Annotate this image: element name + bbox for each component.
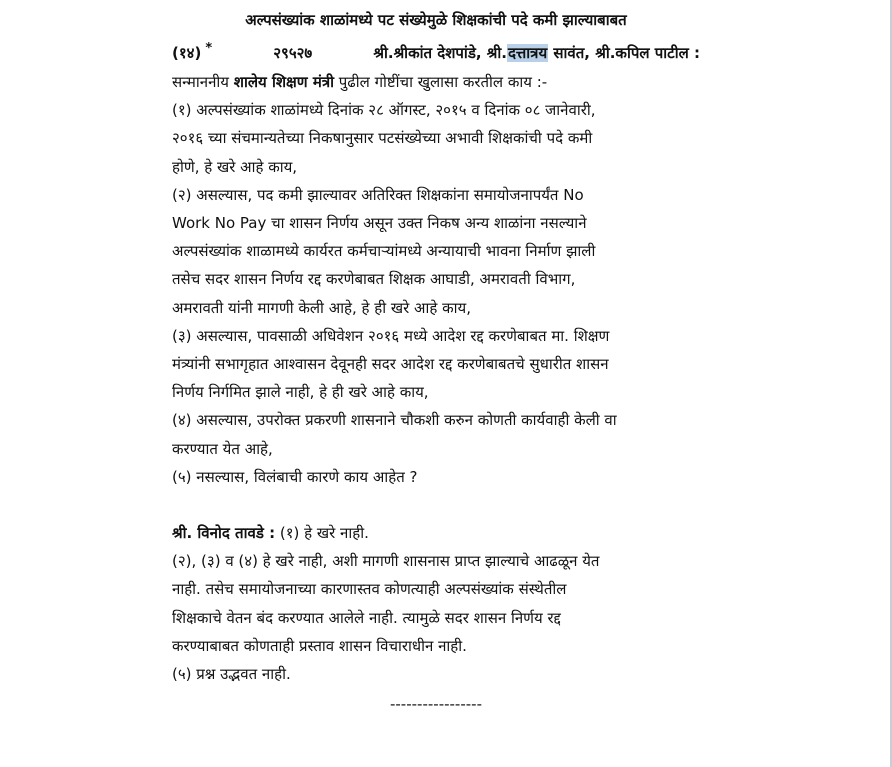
answer-line: शिक्षकाचे वेतन बंद करण्यात आलेले नाही. त्यामुळे सदर शासन निर्णय रद्द: [172, 608, 561, 627]
question-line: २०१६ च्या संचमान्यतेच्या निकषानुसार पटसंख्येच्या अभावी शिक्षकांची पदे कमी: [172, 129, 593, 148]
question-line: होणे, हे खरे आहे काय,: [172, 157, 298, 176]
question-intro: [172, 68, 700, 96]
document-content: [172, 8, 700, 718]
answering-minister: श्री. विनोद तावडे :: [172, 524, 276, 543]
question-number: (१४): [172, 44, 202, 62]
document-title: अल्पसंख्यांक शाळांमध्ये पट संख्येमुळे शिक्षकांची पदे कमी झाल्याबाबत: [245, 11, 627, 29]
members-part-2: सावंत, श्री.कपिल पाटील :: [548, 44, 700, 62]
question-id: २९५२७: [273, 44, 313, 62]
answer-line: करण्याबाबत कोणताही प्रस्ताव शासन विचाराधीन नाही.: [172, 636, 467, 655]
question-line: (१) अल्पसंख्यांक शाळांमध्ये दिनांक २८ ऑगस्ट, २०१५ व दिनांक ०८ जानेवारी,: [172, 101, 596, 120]
minister-title: शालेय शिक्षण मंत्री: [233, 73, 335, 91]
answer-line: (२), (३) व (४) हे खरे नाही, अशी मागणी शासनास प्राप्त झाल्याचे आढळून येत: [172, 552, 600, 571]
answer-line: (५) प्रश्न उद्भवत नाही.: [172, 665, 291, 684]
section-gap: [172, 491, 700, 519]
question-body: [172, 96, 700, 491]
question-line: करण्यात येत आहे,: [172, 439, 273, 458]
question-line: निर्णय निर्गमित झाले नाही, हे ही खरे आहे काय,: [172, 383, 429, 402]
question-line: (५) नसल्यास, विलंबाची कारणे काय आहेत ?: [172, 467, 418, 486]
question-line: अमरावती यांनी मागणी केली आहे, हे ही खरे आहे काय,: [172, 298, 471, 317]
question-line: Work No Pay चा शासन निर्णय असून उक्त निकष अन्य शाळांना नसल्याने: [172, 214, 587, 233]
question-line: अल्पसंख्यांक शाळामध्ये कार्यरत कर्मचाऱ्यांमध्ये अन्यायाची भावना निर्माण झाली: [172, 242, 596, 261]
question-line: तसेच सदर शासन निर्णय रद्द करणेबाबत शिक्षक आघाडी, अमरावती विभाग,: [172, 270, 576, 289]
intro-suffix: पुढील गोष्टींचा खुलासा करतील काय :-: [334, 73, 548, 91]
question-line: (४) असल्यास, उपरोक्त प्रकरणी शासनाने चौकशी करुन कोणती कार्यवाही केली वा: [172, 411, 617, 430]
starred-marker: *: [205, 41, 213, 56]
question-members: [373, 42, 700, 64]
answer-line: नाही. तसेच समायोजनाच्या कारणास्तव कोणत्याही अल्पसंख्यांक संस्थेतील: [172, 580, 567, 599]
members-part-1: श्री.श्रीकांत देशपांडे, श्री.: [373, 44, 507, 62]
answer-first-line: [172, 519, 700, 547]
question-line: मंत्र्यांनी सभागृहात आश्वासन देवूनही सदर आदेश रद्द करणेबाबतचे सुधारीत शासन: [172, 355, 609, 374]
end-divider: -----------------: [389, 695, 482, 714]
question-header: [172, 42, 700, 66]
selected-text[interactable]: दत्तात्रय: [507, 44, 548, 62]
answer-body: [172, 519, 700, 688]
question-line: (२) असल्यास, पद कमी झाल्यावर अतिरिक्त शिक्षकांना समायोजनापर्यंत No: [172, 185, 584, 204]
answer-part-1: (१) हे खरे नाही.: [275, 524, 369, 543]
question-number-group: [172, 42, 212, 66]
question-line: (३) असल्यास, पावसाळी अधिवेशन २०१६ मध्ये आदेश रद्द करणेबाबत मा. शिक्षण: [172, 326, 610, 345]
intro-prefix: सन्माननीय: [172, 73, 234, 91]
